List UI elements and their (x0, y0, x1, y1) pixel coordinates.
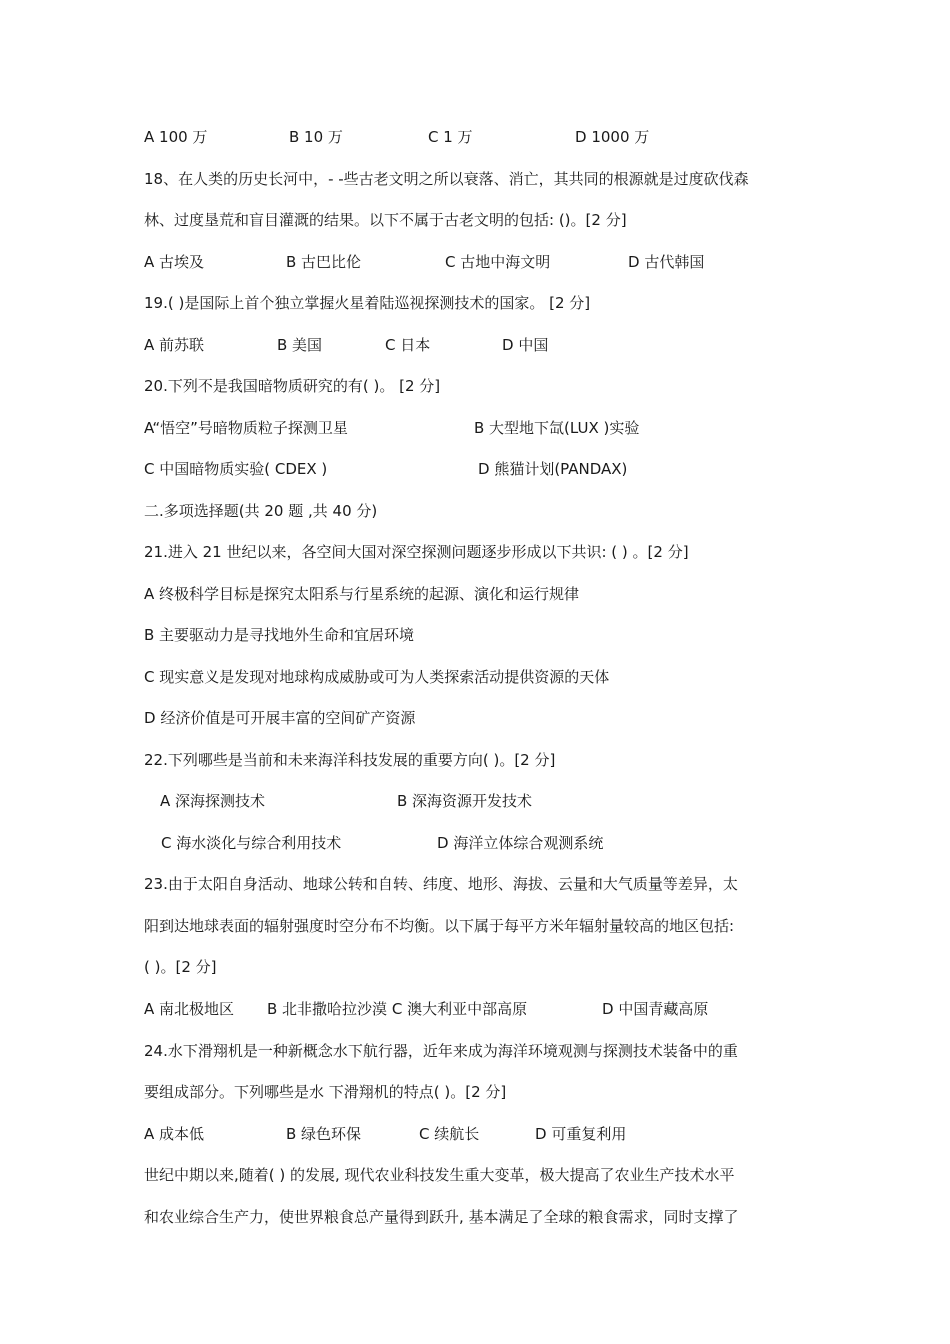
section-2-heading: 二.多项选择题(共 20 题 ,共 40 分) (144, 502, 378, 520)
q18-option-a: A 古埃及 (144, 253, 205, 271)
q17-option-b: B 10 万 (289, 128, 343, 146)
q21-option-b: B 主要驱动力是寻找地外生命和宜居环境 (144, 626, 415, 644)
q24-option-b: B 绿色环保 (286, 1125, 362, 1143)
q21-option-a: A 终极科学目标是探究太阳系与行星系统的起源、演化和运行规律 (144, 585, 580, 603)
q22-option-a: A 深海探测技术 (160, 792, 266, 810)
q19-option-a: A 前苏联 (144, 336, 205, 354)
q23-text-line-2: 阳到达地球表面的辐射强度时空分布不均衡。以下属于每平方米年辐射量较高的地区包括: (144, 917, 735, 935)
q24-text-line-1: 24.水下滑翔机是一种新概念水下航行器，近年来成为海洋环境观测与探测技术装备中的重 (144, 1042, 738, 1060)
q17-option-a: A 100 万 (144, 128, 208, 146)
q24-option-a: A 成本低 (144, 1125, 205, 1143)
q20-option-c: C 中国暗物质实验( CDEX ) (144, 460, 328, 478)
q25-text-line-2: 和农业综合生产力，使世界粮食总产量得到跃升, 基本满足了全球的粮食需求，同时支撑了 (144, 1208, 739, 1226)
q23-option-d: D 中国青藏高原 (602, 1000, 709, 1018)
q22-option-d: D 海洋立体综合观测系统 (437, 834, 604, 852)
q23-option-a: A 南北极地区 (144, 1000, 235, 1018)
q21-option-c: C 现实意义是发现对地球构成威胁或可为人类探索活动提供资源的天体 (144, 668, 610, 686)
q18-text-line-2: 林、过度垦荒和盲目灌溉的结果。以下不属于古老文明的包括: ()。[2 分] (144, 211, 627, 229)
q24-option-c: C 续航长 (419, 1125, 480, 1143)
q20-option-a: A“悟空”号暗物质粒子探测卫星 (144, 419, 348, 437)
q18-text-line-1: 18、在人类的历史长河中，- -些古老文明之所以衰落、消亡，其共同的根源就是过度砍伐森 (144, 170, 749, 188)
q20-text: 20.下列不是我国暗物质研究的有( )。 [2 分] (144, 377, 441, 395)
q24-text-line-2: 要组成部分。下列哪些是水 下滑翔机的特点( )。[2 分] (144, 1083, 507, 1101)
q19-option-c: C 日本 (385, 336, 431, 354)
q19-option-d: D 中国 (502, 336, 549, 354)
q20-option-d: D 熊猫计划(PANDAX) (478, 460, 628, 478)
q17-option-d: D 1000 万 (575, 128, 650, 146)
q20-option-b: B 大型地下氙(LUX )实验 (474, 419, 640, 437)
q22-text: 22.下列哪些是当前和未来海洋科技发展的重要方向( )。[2 分] (144, 751, 556, 769)
q18-option-b: B 古巴比伦 (286, 253, 362, 271)
q22-option-c: C 海水淡化与综合利用技术 (161, 834, 342, 852)
q23-option-b-c: B 北非撒哈拉沙漠 C 澳大利亚中部高原 (267, 1000, 528, 1018)
q18-option-d: D 古代韩国 (628, 253, 705, 271)
q18-option-c: C 古地中海文明 (445, 253, 551, 271)
q21-option-d: D 经济价值是可开展丰富的空间矿产资源 (144, 709, 416, 727)
q24-option-d: D 可重复利用 (535, 1125, 627, 1143)
q22-option-b: B 深海资源开发技术 (397, 792, 533, 810)
q23-text-line-3: ( )。[2 分] (144, 958, 217, 976)
q19-text: 19.( )是国际上首个独立掌握火星着陆巡视探测技术的国家。 [2 分] (144, 294, 591, 312)
q21-text: 21.进入 21 世纪以来，各空间大国对深空探测问题逐步形成以下共识: ( ) 。[2 分] (144, 543, 689, 561)
q23-text-line-1: 23.由于太阳自身活动、地球公转和自转、纬度、地形、海拔、云量和大气质量等差异，太 (144, 875, 738, 893)
q25-text-line-1: 世纪中期以来,随着( ) 的发展, 现代农业科技发生重大变革，极大提高了农业生产技术水平 (144, 1166, 735, 1184)
q19-option-b: B 美国 (277, 336, 323, 354)
q17-option-c: C 1 万 (428, 128, 473, 146)
